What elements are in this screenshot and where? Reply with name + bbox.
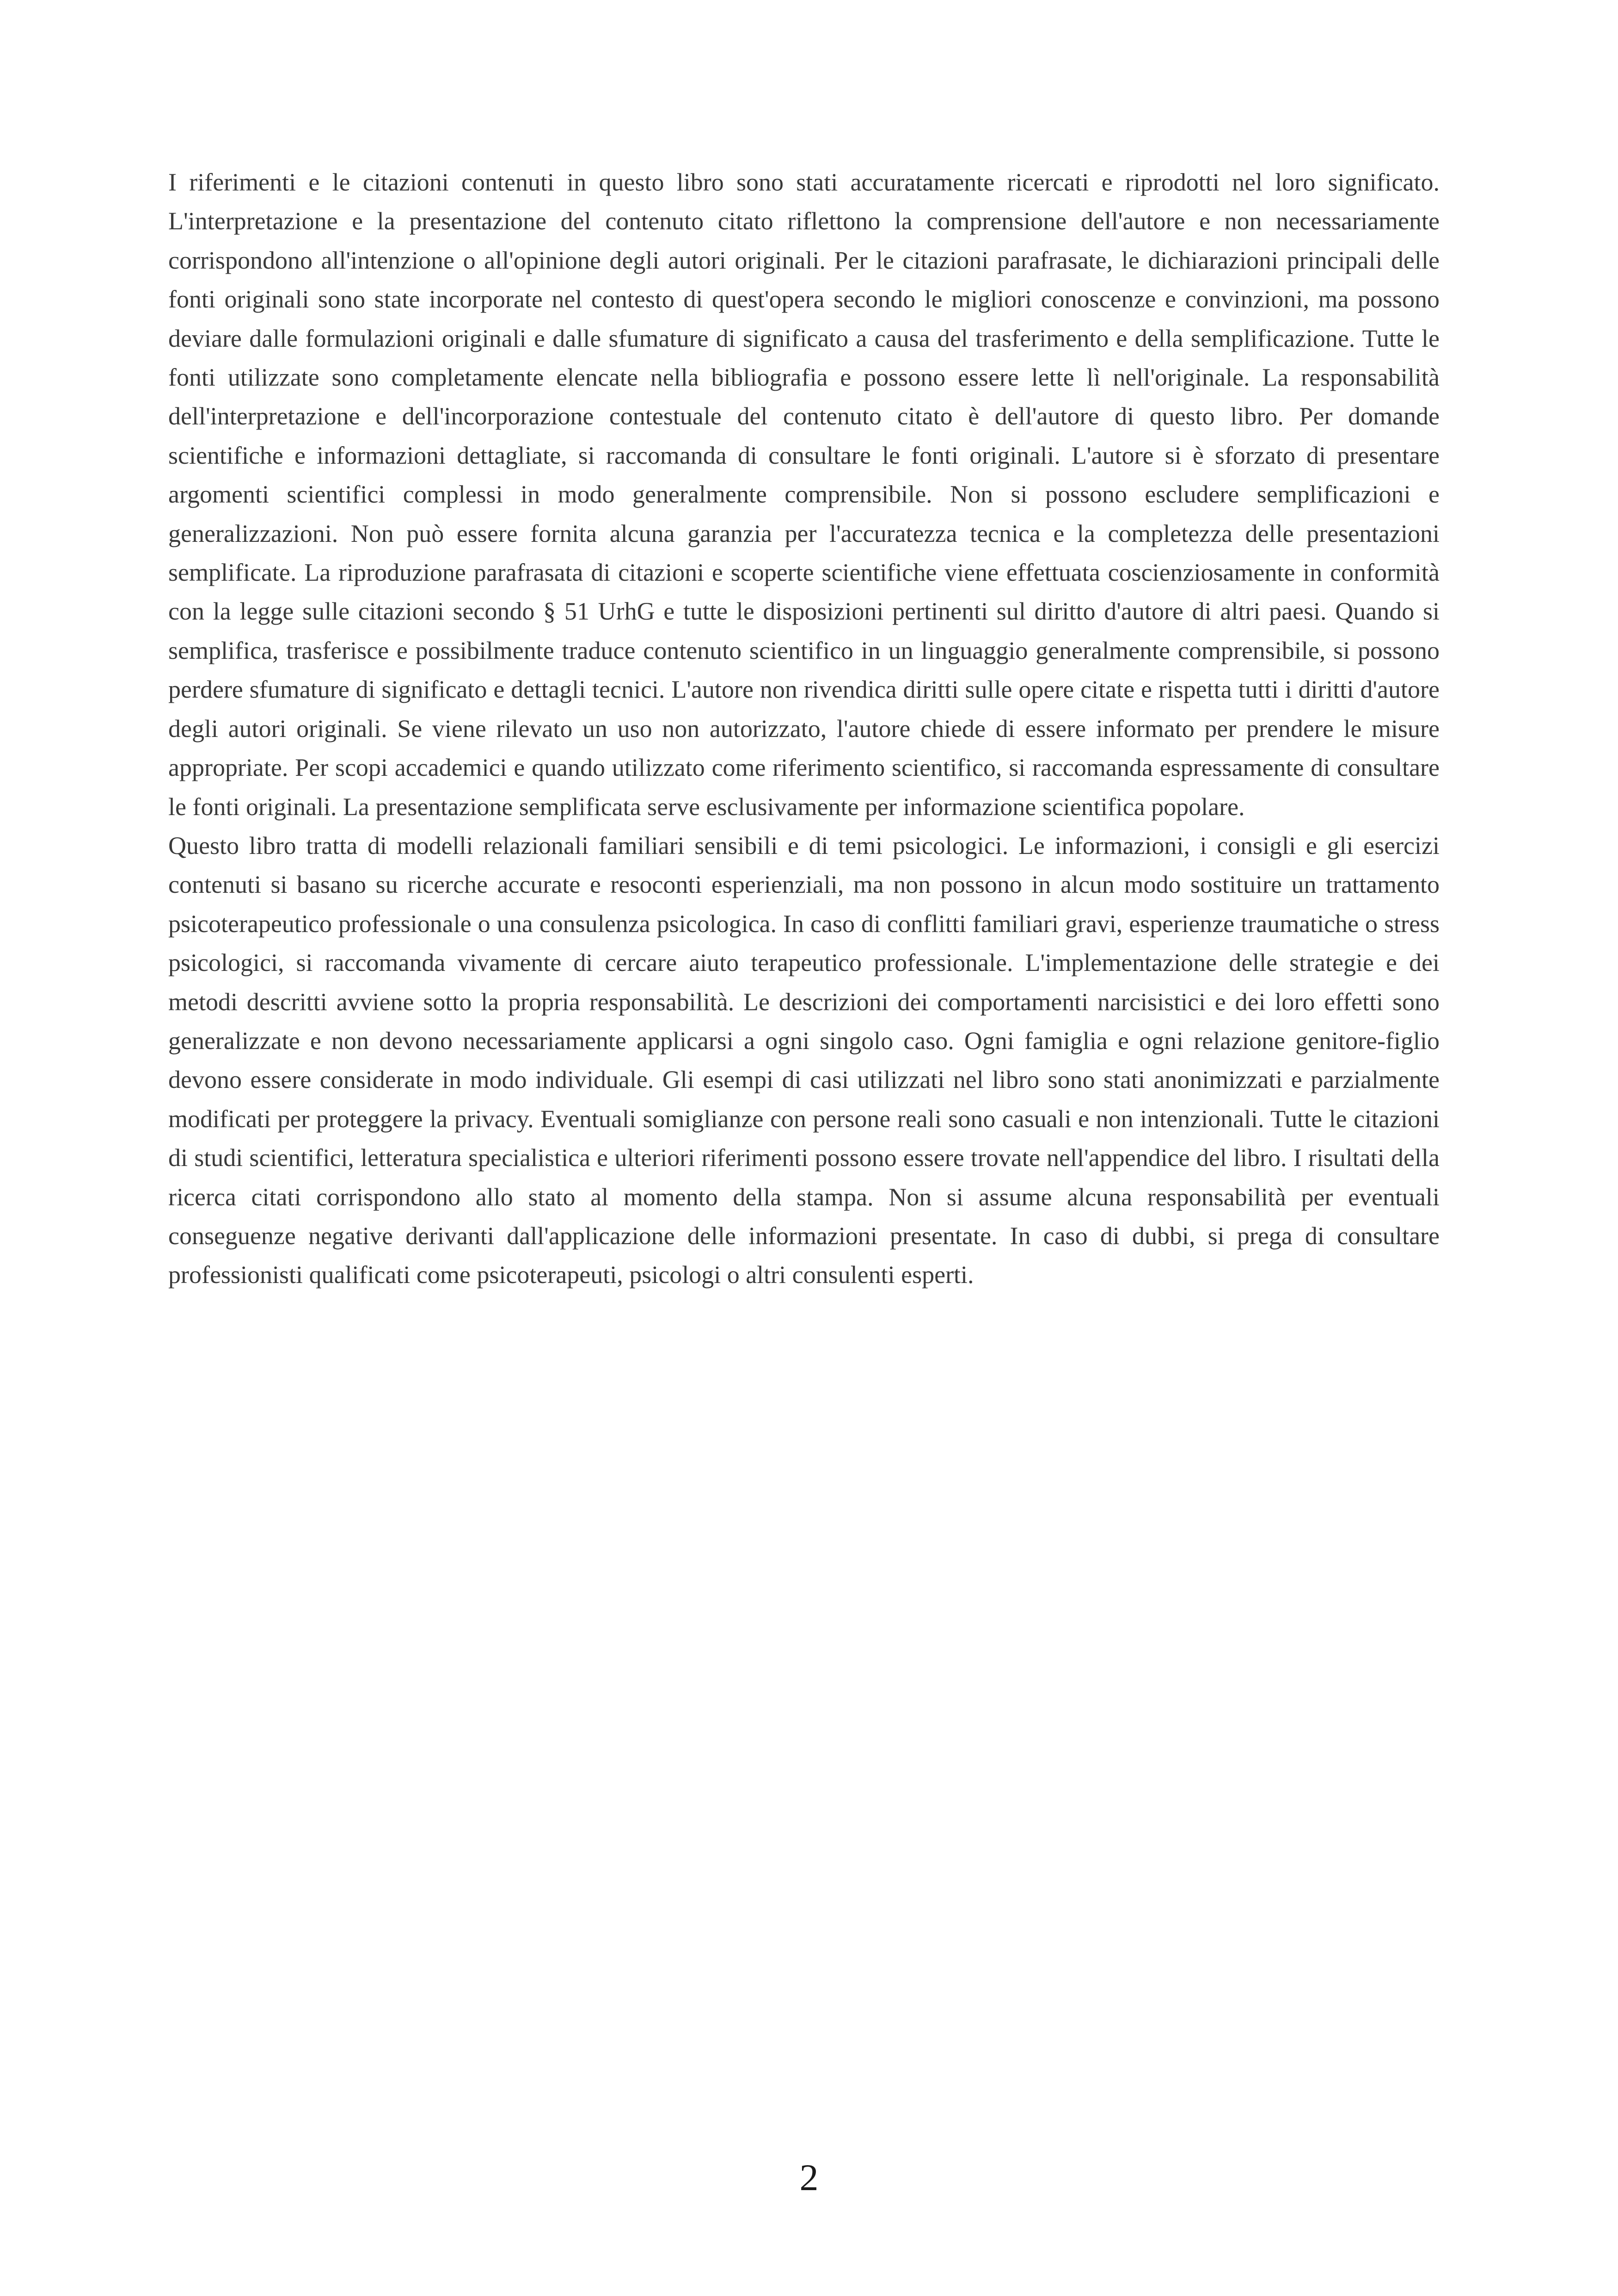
paragraph-citations-disclaimer: I riferimenti e le citazioni contenuti in questo libro sono stati accuratamente ricercati e riprodotti nel loro significato. L'interpretazione e la presentazione del contenuto citato riflettono la comprensione dell'autore e non necessariamente corrispondono all'intenzione o all'opinione degli autori originali. Per le citazioni parafrasate, le dichiarazioni principali delle fonti originali sono state incorporate nel contesto di quest'opera secondo le migliori conoscenze e convinzioni, ma possono deviare dalle formulazioni originali e dalle sfumature di significato a causa del trasferimento e della semplificazione. Tutte le fonti utilizzate sono completamente elencate nella bibliografia e possono essere lette lì nell'originale. La responsabilità dell'interpretazione e dell'incorporazione contestuale del contenuto citato è dell'autore di questo libro. Per domande scientifiche e informazioni dettagliate, si raccomanda di consultare le fonti originali. L'autore si è sforzato di presentare argomenti scientifici complessi in modo generalmente comprensibile. Non si possono escludere semplificazioni e generalizzazioni. Non può essere fornita alcuna garanzia per l'accuratezza tecnica e la completezza delle presentazioni semplificate. La riproduzione parafrasata di citazioni e scoperte scientifiche viene effettuata coscienziosamente in conformità con la legge sulle citazioni secondo § 51 UrhG e tutte le disposizioni pertinenti sul diritto d'autore di altri paesi. Quando si semplifica, trasferisce e possibilmente traduce contenuto scientifico in un linguaggio generalmente comprensibile, si possono perdere sfumature di significato e dettagli tecnici. L'autore non rivendica diritti sulle opere citate e rispetta tutti i diritti d'autore degli autori originali. Se viene rilevato un uso non autorizzato, l'autore chiede di essere informato per prendere le misure appropriate. Per scopi accademici e quando utilizzato come riferimento scientifico, si raccomanda espressamente di consultare le fonti originali. La presentazione semplificata serve esclusivamente per informazione scientifica popolare. — [168, 168, 1440, 821]
paragraph-psychological-disclaimer: Questo libro tratta di modelli relazionali familiari sensibili e di temi psicologici. Le informazioni, i consigli e gli esercizi contenuti si basano su ricerche accurate e resoconti esperienziali, ma non possono in alcun modo sostituire un trattamento psicoterapeutico professionale o una consulenza psicologica. In caso di conflitti familiari gravi, esperienze traumatiche o stress psicologici, si raccomanda vivamente di cercare aiuto terapeutico professionale. L'implementazione delle strategie e dei metodi descritti avviene sotto la propria responsabilità. Le descrizioni dei comportamenti narcisistici e dei loro effetti sono generalizzate e non devono necessariamente applicarsi a ogni singolo caso. Ogni famiglia e ogni relazione genitore-figlio devono essere considerate in modo individuale. Gli esempi di casi utilizzati nel libro sono stati anonimizzati e parzialmente modificati per proteggere la privacy. Eventuali somiglianze con persone reali sono casuali e non intenzionali. Tutte le citazioni di studi scientifici, letteratura specialistica e ulteriori riferimenti possono essere trovate nell'appendice del libro. I risultati della ricerca citati corrispondono allo stato al momento della stampa. Non si assume alcuna responsabilità per eventuali conseguenze negative derivanti dall'applicazione delle informazioni presentate. In caso di dubbi, si prega di consultare professionisti qualificati come psicoterapeuti, psicologi o altri consulenti esperti. — [168, 831, 1440, 1289]
page-number: 2 — [799, 2156, 819, 2198]
disclaimer-text — [168, 163, 1440, 1295]
